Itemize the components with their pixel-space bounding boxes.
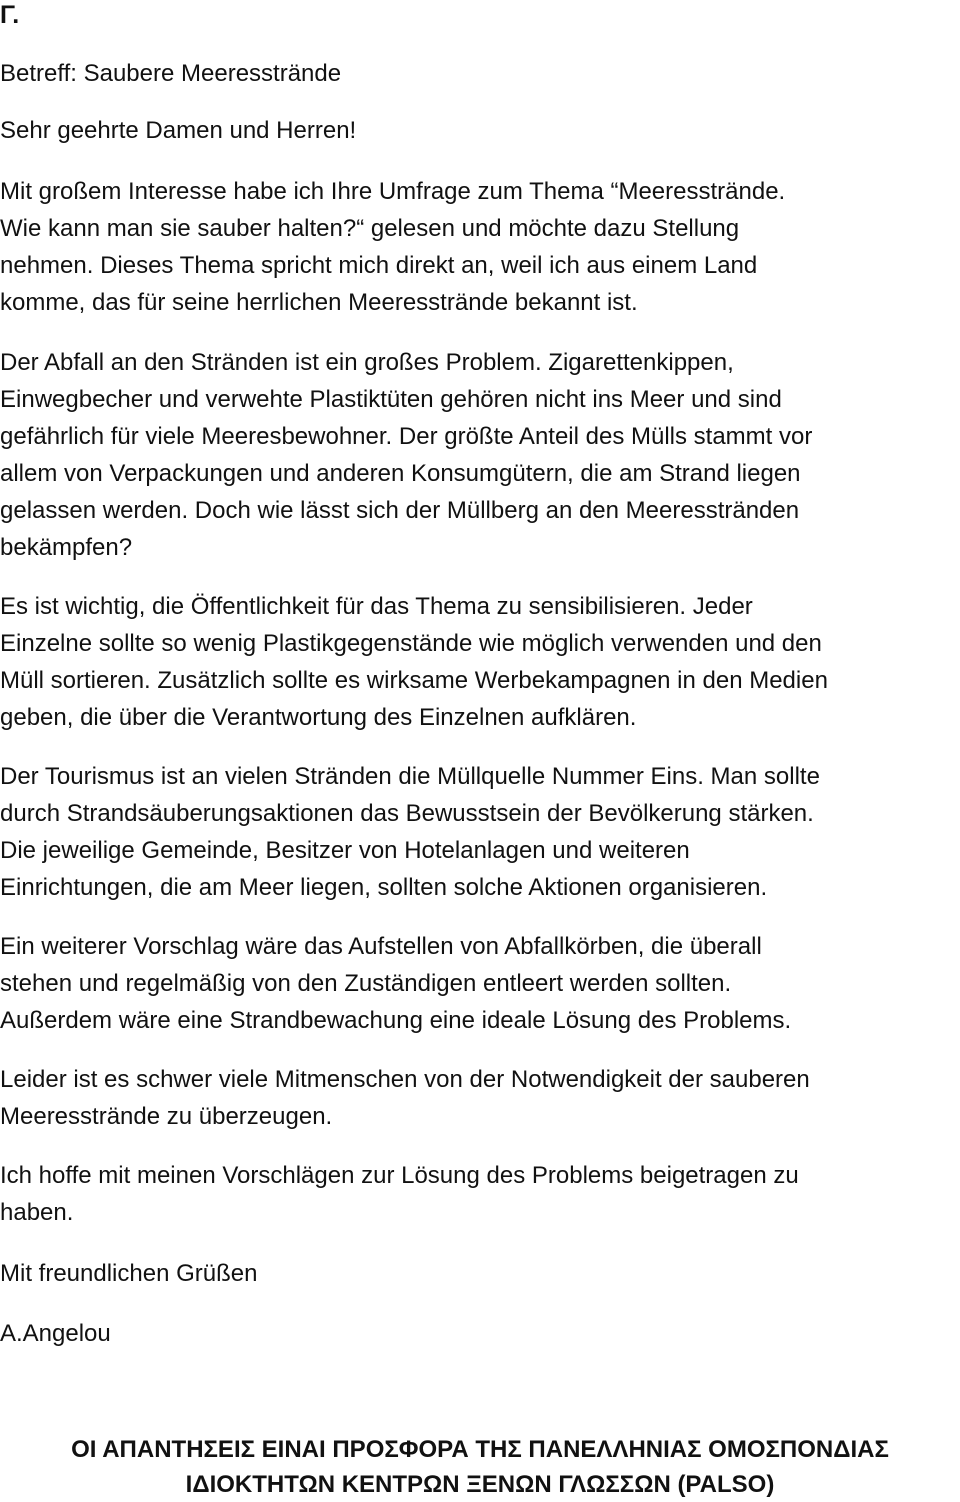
footer-line: ΙΔΙΟΚΤΗΤΩΝ ΚΕΝΤΡΩΝ ΞΕΝΩΝ ΓΛΩΣΣΩΝ (PALSO) bbox=[185, 1471, 775, 1498]
paragraph-line: Einzelne sollte so wenig Plastikgegenstände wie möglich verwenden und den bbox=[0, 630, 822, 657]
paragraph-line: Ein weiterer Vorschlag wäre das Aufstellen von Abfallkörben, die überall bbox=[0, 933, 762, 960]
paragraph-4 bbox=[0, 758, 956, 906]
paragraph-line: Ich hoffe mit meinen Vorschlägen zur Lösung des Problems beigetragen zu bbox=[0, 1162, 799, 1189]
footer-line: ΟΙ ΑΠΑΝΤΗΣΕΙΣ ΕΙΝΑΙ ΠΡΟΣΦΟΡΑ ΤΗΣ ΠΑΝΕΛΛΗΝΙΑΣ ΟΜΟΣΠΟΝΔΙΑΣ bbox=[71, 1436, 889, 1463]
paragraph-line: nehmen. Dieses Thema spricht mich direkt an, weil ich aus einem Land bbox=[0, 252, 758, 279]
paragraph-line: Mit großem Interesse habe ich Ihre Umfrage zum Thema “Meeresstrände. bbox=[0, 178, 786, 205]
paragraph-line: geben, die über die Verantwortung des Einzelnen aufklären. bbox=[0, 704, 637, 731]
paragraph-7 bbox=[0, 1157, 956, 1231]
paragraph-line: Leider ist es schwer viele Mitmenschen von der Notwendigkeit der sauberen bbox=[0, 1066, 810, 1093]
subject-line bbox=[0, 55, 956, 92]
paragraph-1 bbox=[0, 173, 956, 321]
closing-text: Mit freundlichen Grüßen bbox=[0, 1260, 258, 1287]
paragraph-line: Die jeweilige Gemeinde, Besitzer von Hotelanlagen und weiteren bbox=[0, 837, 690, 864]
closing bbox=[0, 1255, 956, 1292]
paragraph-5 bbox=[0, 928, 956, 1039]
salutation bbox=[0, 112, 956, 149]
paragraph-line: stehen und regelmäßig von den Zuständigen entleert werden sollten. bbox=[0, 970, 732, 997]
paragraph-6 bbox=[0, 1061, 956, 1135]
salutation-text: Sehr geehrte Damen und Herren! bbox=[0, 117, 357, 144]
paragraph-line: Es ist wichtig, die Öffentlichkeit für das Thema zu sensibilisieren. Jeder bbox=[0, 593, 753, 620]
paragraph-line: allem von Verpackungen und anderen Konsumgütern, die am Strand liegen bbox=[0, 460, 801, 487]
paragraph-line: haben. bbox=[0, 1199, 74, 1226]
paragraph-line: Wie kann man sie sauber halten?“ gelesen und möchte dazu Stellung bbox=[0, 215, 740, 242]
paragraph-line: Müll sortieren. Zusätzlich sollte es wirksame Werbekampagnen in den Medien bbox=[0, 667, 828, 694]
subject-text: Betreff: Saubere Meeresstrände bbox=[0, 60, 342, 87]
paragraph-line: Der Abfall an den Stränden ist ein großes Problem. Zigarettenkippen, bbox=[0, 349, 734, 376]
paragraph-line: durch Strandsäuberungsaktionen das Bewusstsein der Bevölkerung stärken. bbox=[0, 800, 814, 827]
paragraph-line: Meeresstrände zu überzeugen. bbox=[0, 1103, 333, 1130]
paragraph-2 bbox=[0, 344, 956, 566]
section-mark: Γ. bbox=[0, 1, 20, 29]
signature bbox=[0, 1315, 956, 1352]
paragraph-3 bbox=[0, 588, 956, 736]
paragraph-line: bekämpfen? bbox=[0, 534, 133, 561]
paragraph-line: Einrichtungen, die am Meer liegen, sollten solche Aktionen organisieren. bbox=[0, 874, 768, 901]
paragraph-line: komme, das für seine herrlichen Meeresstrände bekannt ist. bbox=[0, 289, 638, 316]
footer-notice bbox=[0, 1432, 960, 1502]
signature-text: A.Angelou bbox=[0, 1320, 111, 1347]
paragraph-line: gelassen werden. Doch wie lässt sich der Müllberg an den Meeresstränden bbox=[0, 497, 800, 524]
paragraph-line: Einwegbecher und verwehte Plastiktüten gehören nicht ins Meer und sind bbox=[0, 386, 782, 413]
paragraph-line: Der Tourismus ist an vielen Stränden die Müllquelle Nummer Eins. Man sollte bbox=[0, 763, 820, 790]
paragraph-line: gefährlich für viele Meeresbewohner. Der größte Anteil des Mülls stammt vor bbox=[0, 423, 813, 450]
paragraph-line: Außerdem wäre eine Strandbewachung eine ideale Lösung des Problems. bbox=[0, 1007, 792, 1034]
